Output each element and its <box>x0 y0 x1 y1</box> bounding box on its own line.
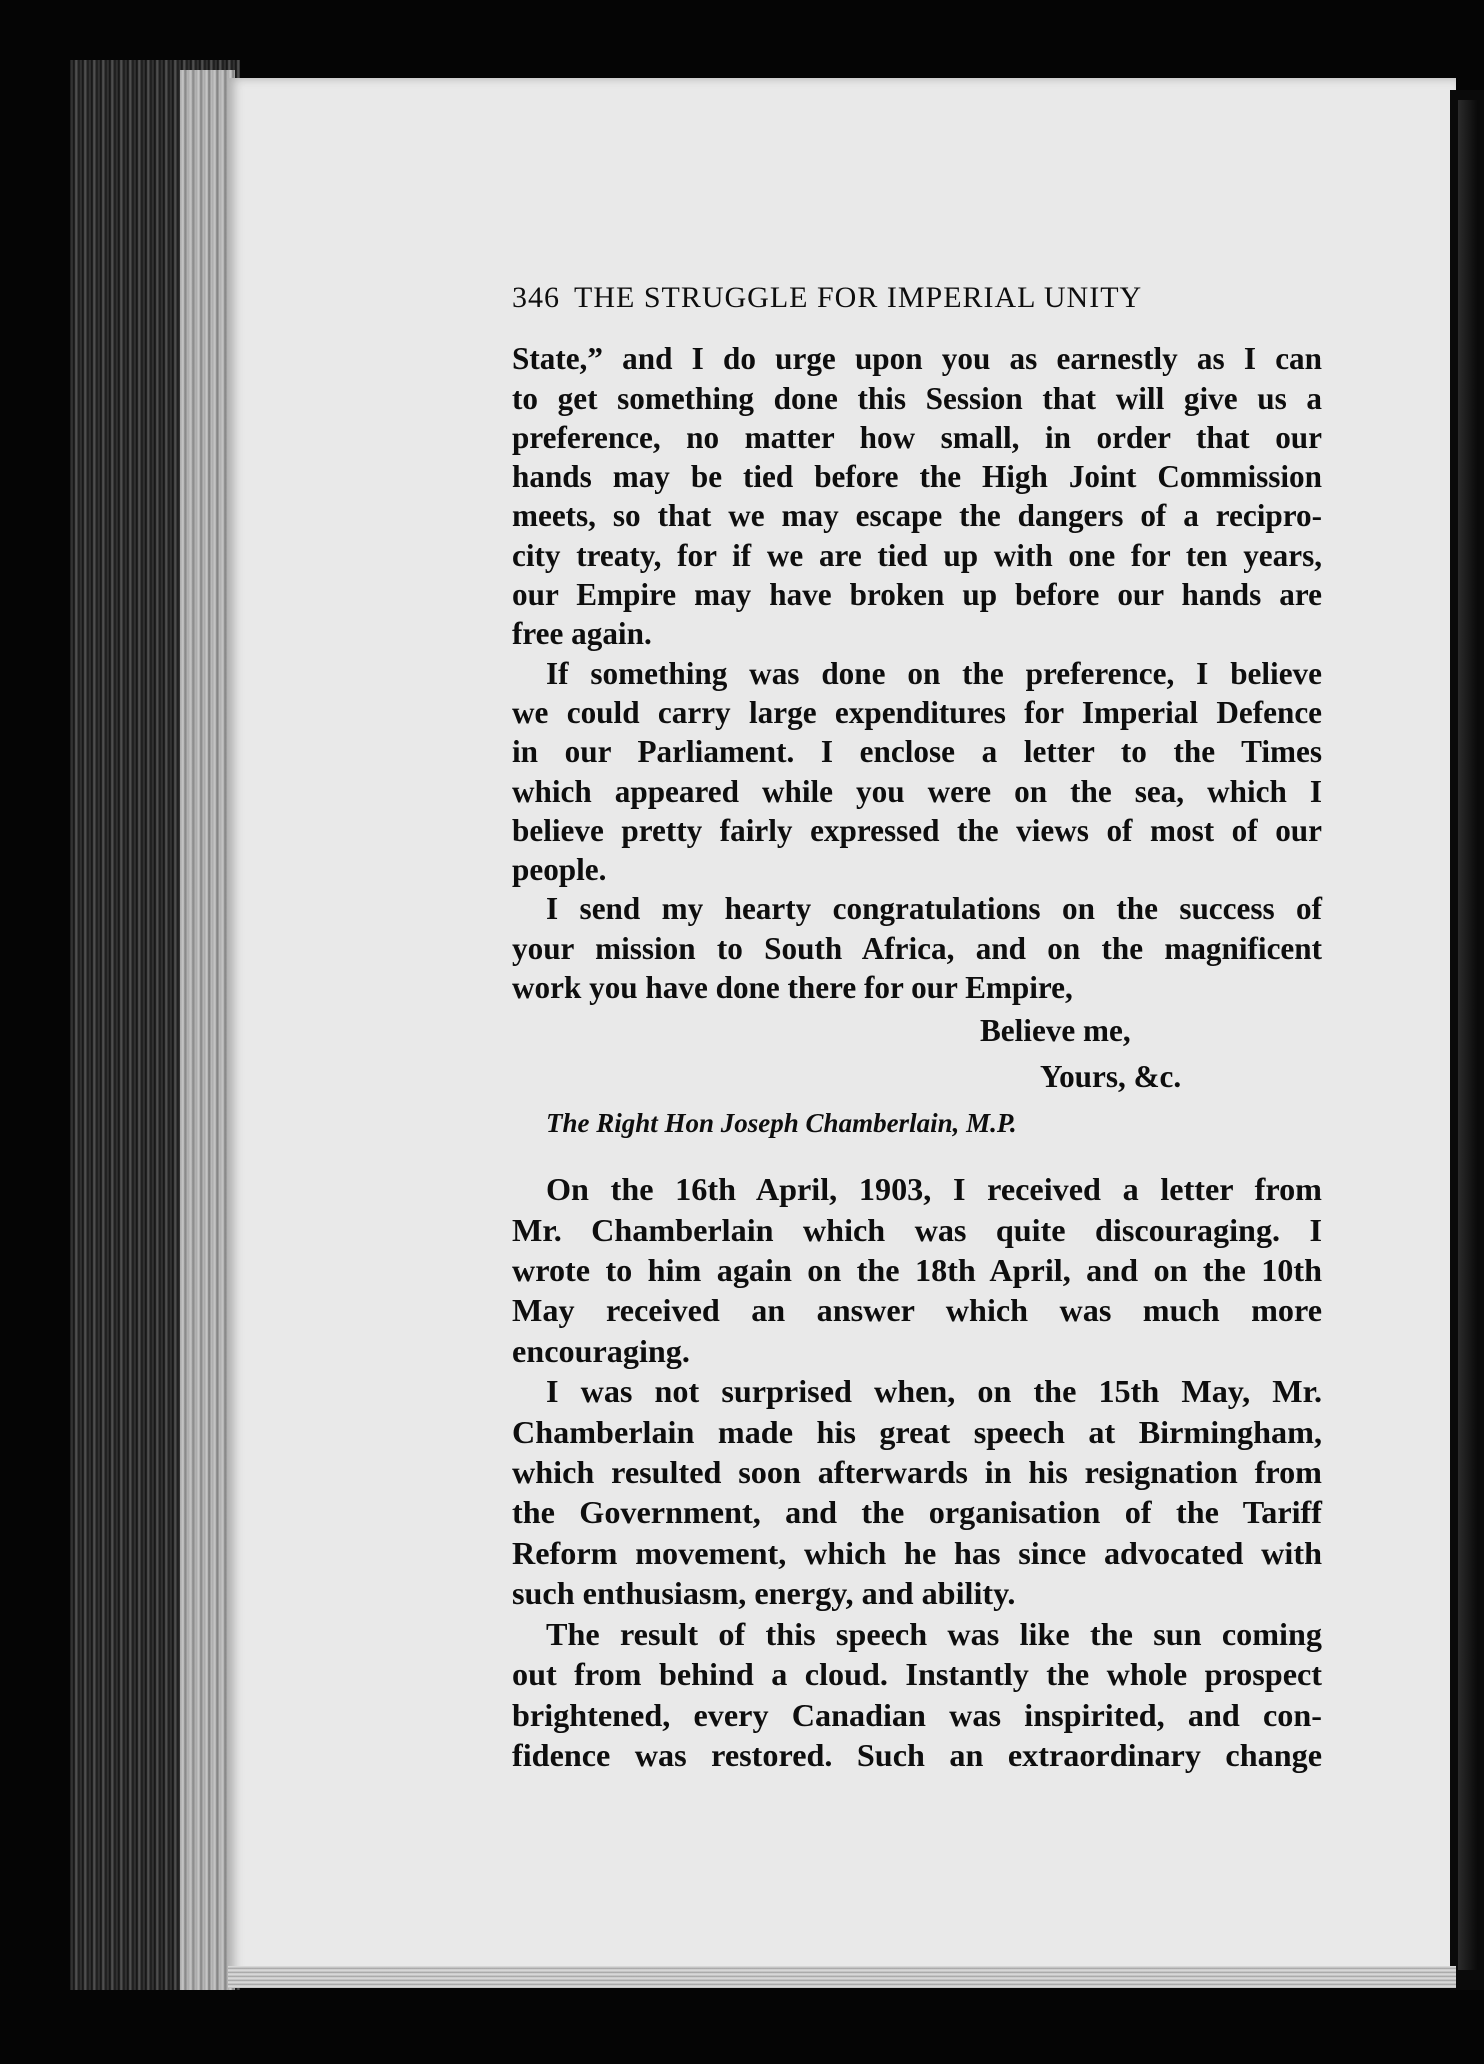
text-line: in our Parliament. I enclose a letter to the Times <box>512 734 1322 770</box>
running-header <box>512 278 1322 317</box>
text-line: State,” and I do urge upon you as earnestly as I can <box>512 341 1322 377</box>
text-line: encouraging. <box>512 1332 690 1369</box>
text-line: your mission to South Africa, and on the magnificent <box>512 930 1322 966</box>
text-line: hands may be tied before the High Joint Commission <box>512 459 1322 495</box>
text-line: meets, so that we may escape the dangers of a recipro- <box>512 498 1322 534</box>
closing-signature: Yours, &c. <box>1040 1058 1182 1094</box>
text-line: city treaty, for if we are tied up with one for ten years, <box>512 537 1322 573</box>
text-line: out from behind a cloud. Instantly the whole prospect <box>512 1656 1322 1693</box>
text-line: people. <box>512 852 607 888</box>
narrative-text <box>512 1169 1322 1775</box>
text-line: work you have done there for our Empire, <box>512 970 1073 1006</box>
text-line: believe pretty fairly expressed the views of most of our <box>512 812 1322 848</box>
text-line: Reform movement, which he has since advocated with <box>512 1534 1322 1571</box>
page-bottom-edge <box>228 1966 1456 1988</box>
text-line: May received an answer which was much more <box>512 1292 1322 1329</box>
text-line: free again. <box>512 616 652 652</box>
page-text <box>512 278 1322 1775</box>
text-line: I was not surprised when, on the 15th May, Mr. <box>546 1373 1322 1410</box>
text-line: On the 16th April, 1903, I received a letter from <box>546 1171 1322 1208</box>
addressee: The Right Hon Joseph Chamberlain, M.P. <box>546 1107 1017 1138</box>
text-line: If something was done on the preference, I believe <box>546 655 1322 691</box>
text-line: such enthusiasm, energy, and ability. <box>512 1575 1016 1612</box>
text-line: which resulted soon afterwards in his resignation from <box>512 1454 1322 1491</box>
running-title: THE STRUGGLE FOR IMPERIAL UNITY <box>574 281 1143 314</box>
text-line: to get something done this Session that will give us a <box>512 380 1322 416</box>
page-number: 346 <box>512 281 560 314</box>
closing-line: Believe me, <box>980 1013 1131 1049</box>
page-stack-edges <box>180 70 235 1990</box>
text-line: Chamberlain made his great speech at Birmingham, <box>512 1413 1322 1450</box>
text-line: Mr. Chamberlain which was quite discouraging. I <box>512 1211 1322 1248</box>
text-line: I send my hearty congratulations on the success of <box>546 891 1322 927</box>
letter-text <box>512 339 1322 1007</box>
text-line: preference, no matter how small, in order that our <box>512 419 1322 455</box>
text-line: we could carry large expenditures for Imperial Defence <box>512 694 1322 730</box>
text-line: The result of this speech was like the sun coming <box>546 1615 1322 1652</box>
text-line: wrote to him again on the 18th April, and on the 10th <box>512 1252 1322 1289</box>
facing-page-shadow <box>1458 100 1478 1970</box>
text-line: fidence was restored. Such an extraordinary change <box>512 1736 1322 1773</box>
text-line: the Government, and the organisation of the Tariff <box>512 1494 1322 1531</box>
text-line: which appeared while you were on the sea, which I <box>512 773 1322 809</box>
text-line: brightened, every Canadian was inspirited, and con- <box>512 1696 1322 1733</box>
text-line: our Empire may have broken up before our hands are <box>512 577 1322 613</box>
